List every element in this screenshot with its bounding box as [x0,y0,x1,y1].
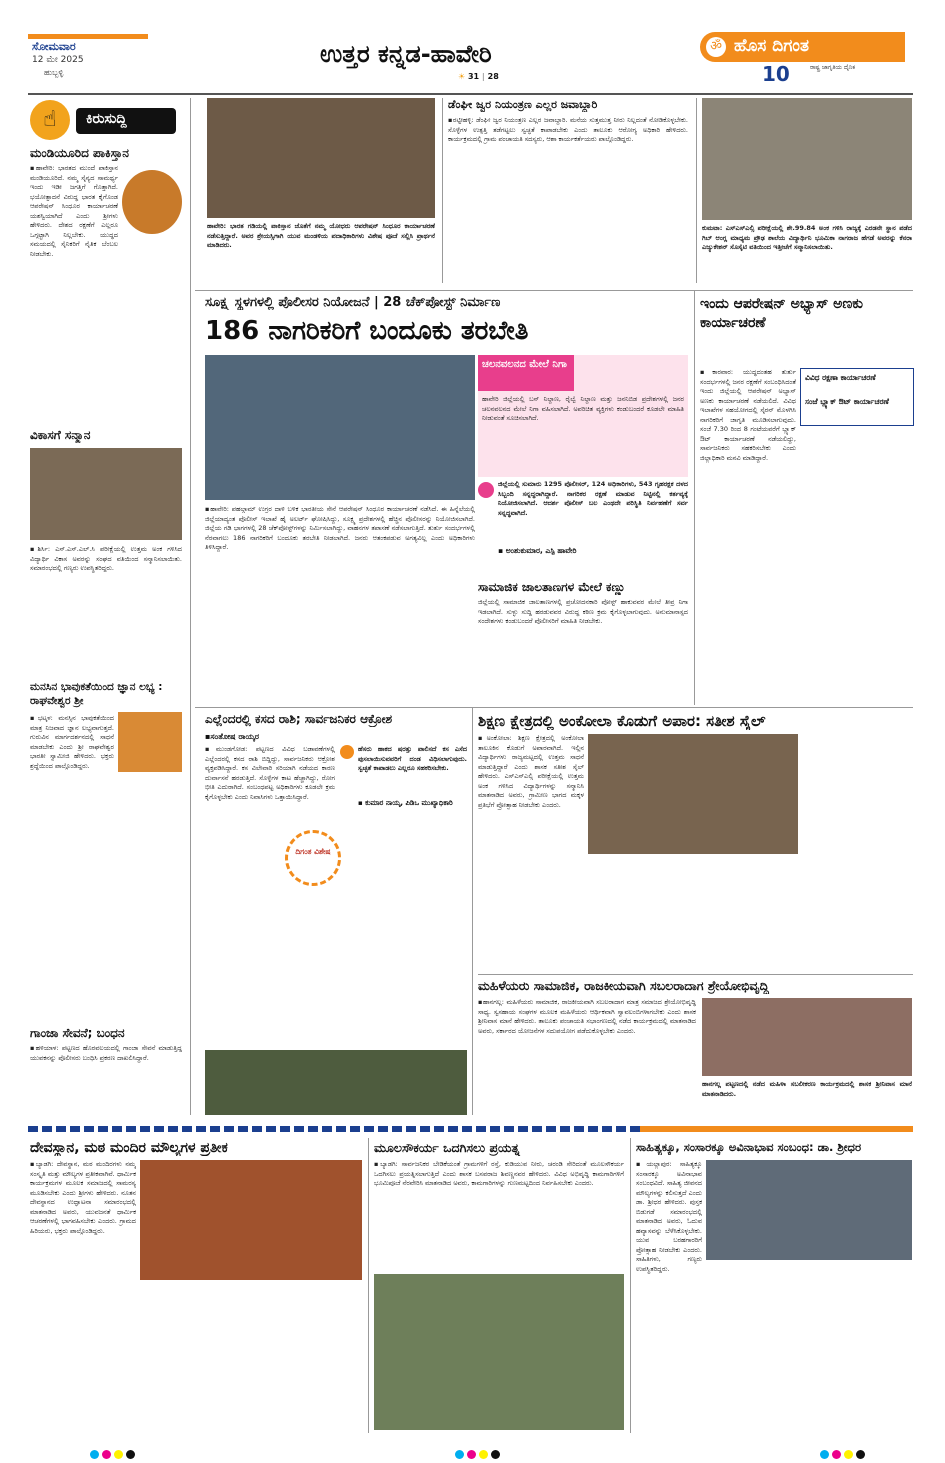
mid-row-rule [195,707,913,708]
main-headline: 186 ನಾಗರಿಕರಿಗೆ ಬಂದೂಕು ತರಬೇತಿ [205,316,529,346]
left-story1-photo [122,170,182,234]
garbage-quote-text: ಹೆಸರು ಹಾಕದ ಷರತ್ತು ಪಾಲಿಸದೆ ಕಸ ಎಸೆದ ಪುಸಲಾಯಿಸುವವರಿಗೆ ದಂಡ ವಿಧಿಸಲಾಗುವುದು. ಸ್ವಚ್ಛತೆ ಕಾಪಾಡಲು ಎಲ್ಲರೂ ಸಹಕರಿಸಬೇಕು. [358,745,467,772]
top-divider-1 [442,98,443,283]
main-story-body: ▪ಹಾವೇರಿ: ಪಹಲ್ಗಾಮ್ ಉಗ್ರರ ದಾಳಿ ಬಳಿಕ ಭಾರತೀಯ ಸೇನೆ ಆಪರೇಷನ್ ಸಿಂಧೂರ ಕಾರ್ಯಾಚರಣೆ ನಡೆಸಿದೆ. ಈ ಹಿನ್ನೆಲೆಯಲ್ಲಿ ಜಿಲ್ಲೆಯಾದ್ಯಂತ ಪೊಲೀಸ್ ಇಲಾಖೆ ಹೈ ಅಲರ್ಟ್ ಘೋಷಿಸಿದ್ದು, ಸೂಕ್ಷ್ಮ ಪ್ರದೇಶಗಳಲ್ಲಿ ಹೆಚ್ಚಿನ ಪೊಲೀಸರನ್ನು ನಿಯೋಜಿಸಲಾಗಿದೆ. ಜಿಲ್ಲೆಯ ಗಡಿ ಭಾಗಗಳಲ್ಲಿ 28 ಚೆಕ್‌ಪೋಸ್ಟ್‌ಗಳನ್ನು ನಿರ್ಮಿಸಲಾಗಿದ್ದು, ವಾಹನಗಳ ತಪಾಸಣೆ ನಡೆಸಲಾಗುತ್ತಿದೆ. ತುರ್ತು ಸಂದರ್ಭಗಳಲ್ಲಿ ನೆರವಾಗಲು 186 ನಾಗರಿಕರಿಗೆ ಬಂದೂಕು ತರಬೇತಿ ನೀಡಲಾಗಿದೆ. ಜನರು ಆತಂಕಪಡುವ ಅಗತ್ಯವಿಲ್ಲ ಎಂದು ಅಧಿಕಾರಿಗಳು ತಿಳಿಸಿದ್ದಾರೆ. [205,505,475,551]
temple-puja-photo [207,98,435,218]
police-quote-by: ▪ ಅಂಶುಕುಮಾರ, ಎಸ್ಪಿ ಹಾವೇರಿ [498,546,577,555]
temple-puja-caption: ಹಾವೇರಿ: ಭಾರತ ಗಡಿಯಲ್ಲಿ ಪಾಕಿಸ್ತಾನ ಜೊತೆಗೆ ನಮ್ಮ ಯೋಧರು ಆಪರೇಷನ್ ಸಿಂಧೂರ ಕಾರ್ಯಾಚರಣೆ ನಡೆಸುತ್ತಿದ್ದಾರೆ. ಅವರ ಶ್ರೇಯಸ್ಸಿಗಾಗಿ ಯುವ ಮಂಡಳಿಯ ಪದಾಧಿಕಾರಿಗಳು ವಿಶೇಷ ಪೂಜೆ ಸಲ್ಲಿಸಿ ಪ್ರಾರ್ಥನೆ ಮಾಡಿದರು. [207,222,435,249]
infra-title: ಮೂಲಸೌಕರ್ಯ ಒದಗಿಸಲು ಪ್ರಯತ್ನ [374,1140,520,1155]
garbage-photo [205,1050,467,1115]
badge-text: ದಿಗಂತ ವಿಶೇಷ [295,847,331,856]
police-quote-text: ಜಿಲ್ಲೆಯಲ್ಲಿ ಸುಮಾರು 1295 ಪೊಲೀಸರ್, 124 ಅಧಿಕಾರಿಗಳು, 543 ಗೃಹರಕ್ಷಕ ದಳದ ಸಿಬ್ಬಂದಿ ಸನ್ನದ್ಧರಾಗಿದ್ದಾರೆ. ನಾಗರಿಕರ ರಕ್ಷಣೆ ಮಾಡುವ ನಿಟ್ಟಿನಲ್ಲಿ ಕರ್ತವ್ಯಕ್ಕೆ ನಿಯೋಜಿಸಲಾಗಿದೆ. ಆದರ್ಶ ಪೊಲೀಸ್ ಬಲ ಎಂಥದೇ ಪರಿಸ್ಥಿತಿ ನಿರ್ವಹಣೆಗೆ ಸರ್ವ ಸನ್ನದ್ಧವಾಗಿದೆ. [498,480,688,517]
left-story4-text: ▪ಹಳಿಯಾಳ: ಪಟ್ಟಣದ ಹೊರವಲಯದಲ್ಲಿ ಗಾಂಜಾ ಸೇವನೆ ಮಾಡುತ್ತಿದ್ದ ಯುವಕನನ್ನು ಪೊಲೀಸರು ಬಂಧಿಸಿ ಪ್ರಕರಣ ದಾಖಲಿಸಿದ್ದಾರೆ. [30,1044,182,1062]
left-story3-title: ಮನಸಿನ ಭಾವುಕತೆಯಿಂದ ಜ್ಞಾನ ಲಭ್ಯ : ರಾಘವೇಶ್ವರ ಶ್ರೀ [30,681,163,707]
masthead-day: ಸೋಮವಾರ [32,40,76,53]
top-divider-2 [696,98,697,283]
left-story1-title: ಮಂಡಿಯೂರಿದ ಪಾಕಿಸ್ತಾನ [30,146,129,160]
registration-dots-right [820,1444,868,1463]
infra-photo [374,1274,624,1430]
section-title: ಉತ್ತರ ಕನ್ನಡ-ಹಾವೇರಿ [320,40,492,68]
women-body: ▪ಹಾನಗಲ್ಲ: ಮಹಿಳೆಯರು ಸಾಮಾಜಿಕ, ರಾಜಕೀಯವಾಗಿ ಸಬಲರಾದಾಗ ಮಾತ್ರ ಸಮಾಜದ ಶ್ರೇಯೋಭಿವೃದ್ಧಿ ಸಾಧ್ಯ. ಸ್ವಸಹಾಯ ಸಂಘಗಳ ಮೂಲಕ ಮಹಿಳೆಯರು ಆರ್ಥಿಕವಾಗಿ ಸ್ವಾವಲಂಬಿಗಳಾಗಬೇಕು ಎಂದು ಶಾಸಕ ಶ್ರೀನಿವಾಸ ಮಾನೆ ಹೇಳಿದರು. ತಾಲೂಕು ಪಂಚಾಯತಿ ಸಭಾಂಗಣದಲ್ಲಿ ನಡೆದ ಕಾರ್ಯಕ್ರಮದಲ್ಲಿ ಮಾತನಾಡಿದ ಅವರು, ಸರ್ಕಾರದ ಯೋಜನೆಗಳ ಸದುಪಯೋಗ ಪಡೆದುಕೊಳ್ಳಬೇಕು ಎಂದರು. [478,998,696,1035]
left-col-divider [190,98,191,1115]
left-story2-photo [30,448,182,540]
lit-text: ▪ಯಲ್ಲಾಪುರ: ಸಾಹಿತ್ಯಕ್ಕೂ ಸಂಸಾರಕ್ಕೂ ಅವಿನಾಭಾವ ಸಂಬಂಧವಿದೆ. ಸಾಹಿತ್ಯ ಜೀವನದ ಮೌಲ್ಯಗಳನ್ನು ಕಲಿಸುತ್ತದೆ ಎಂದು ಡಾ. ಶ್ರೀಧರ ಹೇಳಿದರು. ಪುಸ್ತಕ ಬಿಡುಗಡೆ ಸಮಾರಂಭದಲ್ಲಿ ಮಾತನಾಡಿದ ಅವರು, ಓದುವ ಹವ್ಯಾಸವನ್ನು ಬೆಳೆಸಿಕೊಳ್ಳಬೇಕು. ಯುವ ಬರಹಗಾರರಿಗೆ ಪ್ರೋತ್ಸಾಹ ನೀಡಬೇಕು ಎಂದರು. ಸಾಹಿತಿಗಳು, ಗಣ್ಯರು ಉಪಸ್ಥಿತರಿದ್ದರು. [636,1160,702,1273]
temple-text: ▪ಬ್ಯಾಡಗಿ: ದೇವಸ್ಥಾನ, ಮಠ ಮಂದಿರಗಳು ನಮ್ಮ ಸಂಸ್ಕೃತಿ ಮತ್ತು ಮೌಲ್ಯಗಳ ಪ್ರತೀಕವಾಗಿವೆ. ಧಾರ್ಮಿಕ ಕಾರ್ಯಕ್ರಮಗಳ ಮೂಲಕ ಸಮಾಜದಲ್ಲಿ ಸಾಮರಸ್ಯ ಮೂಡಿಸಬೇಕು ಎಂದು ಶ್ರೀಗಳು ಹೇಳಿದರು. ನೂತನ ದೇವಸ್ಥಾನದ ಉದ್ಘಾಟನಾ ಸಮಾರಂಭದಲ್ಲಿ ಮಾತನಾಡಿದ ಅವರು, ಯುವಜನತೆ ಧಾರ್ಮಿಕ ಆಚರಣೆಗಳಲ್ಲಿ ಭಾಗವಹಿಸಬೇಕು ಎಂದರು. ಗ್ರಾಮದ ಹಿರಿಯರು, ಭಕ್ತರು ಪಾಲ್ಗೊಂಡಿದ್ದರು. [30,1160,136,1235]
movement-box-title: ಚಲನವಲನದ ಮೇಲೆ ನಿಗಾ [482,359,567,370]
kumta-award-photo [702,98,912,220]
sun-icon: ☀ [458,72,466,81]
women-headline: ಮಹಿಳೆಯರು ಸಾಮಾಜಿಕ, ರಾಜಕೀಯವಾಗಿ ಸಬಲರಾದಾಗ ಶ್ರೇಯೋಭಿವೃದ್ಧಿ [478,978,769,993]
garbage-headline: ಎಲ್ಲೆಂದರಲ್ಲಿ ಕಸದ ರಾಶಿ; ಸಾರ್ವಜನಿಕರ ಆಕ್ರೋಶ [205,712,393,726]
hand-icon: ☝ [30,100,70,140]
garbage-quote-by: ▪ ಕುಮಾರ ನಾಯ್ಕ, ಪಿಡಿಒ ಮುಖ್ಯಾಧಿಕಾರಿ [358,799,453,807]
operation-body: ▪ಕಾರವಾರ: ಯುದ್ಧದಂತಹ ತುರ್ತು ಸಂದರ್ಭಗಳಲ್ಲಿ ಜನರ ರಕ್ಷಣೆಗೆ ಸಂಬಂಧಿಸಿದಂತೆ ಇಂದು ಜಿಲ್ಲೆಯಲ್ಲಿ ಆಪರೇಷನ್ ಅಭ್ಯಾಸ್ ಅಣಕು ಕಾರ್ಯಾಚರಣೆ ನಡೆಯಲಿದೆ. ವಿವಿಧ ಇಲಾಖೆಗಳ ಸಹಯೋಗದಲ್ಲಿ ಸೈರನ್ ಮೊಳಗಿಸಿ ನಾಗರಿಕರಿಗೆ ಜಾಗೃತಿ ಮೂಡಿಸಲಾಗುವುದು. ಸಂಜೆ 7.30 ರಿಂದ 8 ಗಂಟೆಯವರೆಗೆ ಬ್ಲ್ಯಾಕ್ ಔಟ್ ಕಾರ್ಯಾಚರಣೆ ನಡೆಯಲಿದ್ದು, ಸಾರ್ವಜನಿಕರು ಸಹಕರಿಸಬೇಕು ಎಂದು ಜಿಲ್ಲಾಧಿಕಾರಿ ಮನವಿ ಮಾಡಿದ್ದಾರೆ. [700,368,796,462]
garbage-byline: ▪ಸಂತೋಷ ರಾಯ್ಕರ [205,732,260,741]
main-kicker: ಸೂಕ್ಷ್ಮ ಸ್ಥಳಗಳಲ್ಲಿ ಪೊಲೀಸರ ನಿಯೋಜನೆ | 28 ಚೆಕ್‌ಪೋಸ್ಟ್ ನಿರ್ಮಾಣ [205,295,501,310]
lit-photo [706,1160,912,1260]
masthead-rule [28,93,913,95]
weather-widget: ☀ 31 | 28 [458,72,499,81]
operation-box [800,368,914,426]
page-number: 10 [762,62,790,86]
bottom-divider-2 [630,1138,631,1433]
garbage-body: ▪ಮುಂಡಗೋಡ: ಪಟ್ಟಣದ ವಿವಿಧ ಬಡಾವಣೆಗಳಲ್ಲಿ ಎಲ್ಲೆಂದರಲ್ಲಿ ಕಸದ ರಾಶಿ ಬಿದ್ದಿದ್ದು, ಸಾರ್ವಜನಿಕರು ಆಕ್ರೋಶ ವ್ಯಕ್ತಪಡಿಸಿದ್ದಾರೆ. ಕಸ ವಿಲೇವಾರಿ ಸರಿಯಾಗಿ ನಡೆಯದ ಕಾರಣ ದುರ್ವಾಸನೆ ಹರಡುತ್ತಿದೆ. ಸೊಳ್ಳೆಗಳ ಕಾಟ ಹೆಚ್ಚಾಗಿದ್ದು, ರೋಗ ಭೀತಿ ಎದುರಾಗಿದೆ. ಸಂಬಂಧಪಟ್ಟ ಅಧಿಕಾರಿಗಳು ಕೂಡಲೇ ಕ್ರಮ ಕೈಗೊಳ್ಳಬೇಕು ಎಂದು ನಿವಾಸಿಗಳು ಒತ್ತಾಯಿಸಿದ್ದಾರೆ. [205,745,335,801]
garbage-divider [472,707,473,1115]
dengue-title: ಡೆಂಘೀ ಜ್ವರ ನಿಯಂತ್ರಣ ಎಲ್ಲರ ಜವಾಬ್ದಾರಿ [448,98,598,111]
paper-logo [700,32,905,62]
education-body: ▪ಅಂಕೋಲಾ: ಶಿಕ್ಷಣ ಕ್ಷೇತ್ರದಲ್ಲಿ ಅಂಕೋಲಾ ತಾಲೂಕಿನ ಕೊಡುಗೆ ಅಪಾರವಾಗಿದೆ. ಇಲ್ಲಿನ ವಿದ್ಯಾರ್ಥಿಗಳು ರಾಜ್ಯಮಟ್ಟದಲ್ಲಿ ಉತ್ತಮ ಸಾಧನೆ ಮಾಡುತ್ತಿದ್ದಾರೆ ಎಂದು ಶಾಸಕ ಸತೀಶ ಸೈಲ್ ಹೇಳಿದರು. ಎಸ್ಎಸ್ಎಲ್ಸಿ ಪರೀಕ್ಷೆಯಲ್ಲಿ ಉತ್ತಮ ಅಂಕ ಗಳಿಸಿದ ವಿದ್ಯಾರ್ಥಿಗಳನ್ನು ಸನ್ಮಾನಿಸಿ ಮಾತನಾಡಿದ ಅವರು, ಗ್ರಾಮೀಣ ಭಾಗದ ಮಕ್ಕಳ ಪ್ರತಿಭೆಗೆ ಪ್ರೋತ್ಸಾಹ ನೀಡಬೇಕು ಎಂದರು. [478,734,584,809]
operation-box-item1: ವಿವಿಧ ರಕ್ಷಣಾ ಕಾರ್ಯಾಚರಣೆ [805,373,876,382]
operation-box-item2: ಸಂಜೆ ಬ್ಲ್ಯಾಕ್ ಔಟ್ ಕಾರ್ಯಾಚರಣೆ [805,397,889,406]
bottom-section-stripe-accent [640,1126,913,1132]
women-rule [478,974,913,975]
weather-max: 31 [467,72,480,81]
paper-name: ಹೊಸ ದಿಗಂತ [734,36,809,56]
left-story3-photo [118,712,182,772]
paper-tagline: ರಾಷ್ಟ್ರ ಜಾಗೃತಿಯ ದೈನಿಕ [810,64,856,71]
temple-text-cont [140,1284,362,1432]
women-photo [702,998,912,1076]
quote-icon [478,482,494,498]
lit-title: ಸಾಹಿತ್ಯಕ್ಕೂ, ಸಂಸಾರಕ್ಕೂ ಅವಿನಾಭಾವ ಸಂಬಂಧ: ಡಾ. ಶ್ರೀಧರ [636,1140,862,1154]
quote-icon [340,745,354,759]
masthead [0,0,945,96]
top-row-rule [195,290,913,291]
temple-photo [140,1160,362,1280]
left-story2-title: ವಿಕಾಸಗೆ ಸನ್ಮಾನ [30,428,91,442]
operation-headline: ಇಂದು ಆಪರೇಷನ್ ಅಭ್ಯಾಸ್ ಅಣಕು ಕಾರ್ಯಾಚರಣೆ [700,296,864,331]
left-story3-text: ▪ಭಟ್ಕಳ: ಮನಸ್ಸಿನ ಭಾವುಕತೆಯಿಂದ ಮಾತ್ರ ನಿಜವಾದ ಜ್ಞಾನ ಲಭ್ಯವಾಗುತ್ತದೆ. ಗುರುವಿನ ಮಾರ್ಗದರ್ಶನದಲ್ಲಿ ಸಾಧನೆ ಮಾಡಬೇಕು ಎಂದು ಶ್ರೀ ರಾಘವೇಶ್ವರ ಭಾರತೀ ಸ್ವಾಮೀಜಿ ಹೇಳಿದರು. ಭಕ್ತರು ಶ್ರದ್ಧೆಯಿಂದ ಪಾಲ್ಗೊಂಡಿದ್ದರು. [30,714,114,770]
temple-title: ದೇವಸ್ಥಾನ, ಮಠ ಮಂದಿರ ಮೌಲ್ಯಗಳ ಪ್ರತೀಕ [30,1140,228,1156]
education-body-cont [588,858,798,970]
left-story1-text: ▪ಹಾವೇರಿ: ಭಾರತದ ಮುಂದೆ ಪಾಕಿಸ್ತಾನ ಮಂಡಿಯೂರಿದೆ. ನಮ್ಮ ಸೈನ್ಯದ ಸಾಮರ್ಥ್ಯ ಇಂದು ಇಡೀ ಜಗತ್ತಿಗೆ ಗೊತ್ತಾಗಿದೆ. ಭಯೋತ್ಪಾದನೆ ವಿರುದ್ಧ ಭಾರತ ಕೈಗೊಂಡ ಆಪರೇಷನ್ ಸಿಂಧೂರ ಕಾರ್ಯಾಚರಣೆ ಯಶಸ್ವಿಯಾಗಿದೆ ಎಂದು ಶ್ರೀಗಳು ಹೇಳಿದರು. ದೇಶದ ರಕ್ಷಣೆಗೆ ಎಲ್ಲರೂ ಒಗ್ಗಟ್ಟಾಗಿ ನಿಲ್ಲಬೇಕು. ಯುದ್ಧದ ಸಮಯದಲ್ಲಿ ಸೈನಿಕರಿಗೆ ನೈತಿಕ ಬೆಂಬಲ ನೀಡಬೇಕು. [30,164,118,258]
registration-dots-left [90,1444,138,1463]
gun-training-photo [205,355,475,500]
left-story4-title: ಗಾಂಜಾ ಸೇವನೆ; ಬಂಧನ [30,1026,125,1040]
masthead-place: ಹುಬ್ಬಳ್ಳಿ [44,68,64,77]
operation-body-cont [800,430,912,704]
police-quote [478,480,688,558]
women-photo-caption: ಹಾನಗಲ್ಲ ಪಟ್ಟಣದಲ್ಲಿ ನಡೆದ ಮಹಿಳಾ ಸಬಲೀಕರಣ ಕಾರ್ಯಕ್ರಮದಲ್ಲಿ ಶಾಸಕ ಶ್ರೀನಿವಾಸ ಮಾನೆ ಮಾತನಾಡಿದರು. [702,1080,912,1098]
education-photo [588,734,798,854]
infra-text: ▪ಬ್ಯಾಡಗಿ: ಸಾರ್ವಜನಿಕರ ಬೇಡಿಕೆಯಂತೆ ಗ್ರಾಮಗಳಿಗೆ ರಸ್ತೆ, ಕುಡಿಯುವ ನೀರು, ಚರಂಡಿ ಸೇರಿದಂತೆ ಮೂಲಸೌಕರ್ಯ ಒದಗಿಸಲು ಪ್ರಯತ್ನಿಸಲಾಗುತ್ತಿದೆ ಎಂದು ಶಾಸಕ ಬಸವರಾಜ ಶಿವಣ್ಣನವರ ಹೇಳಿದರು. ವಿವಿಧ ಅಭಿವೃದ್ಧಿ ಕಾಮಗಾರಿಗಳಿಗೆ ಭೂಮಿಪೂಜೆ ನೆರವೇರಿಸಿ ಮಾತನಾಡಿದ ಅವರು, ಕಾಮಗಾರಿಗಳನ್ನು ಗುಣಮಟ್ಟದಿಂದ ನಿರ್ವಹಿಸಬೇಕು ಎಂದರು. [374,1160,624,1187]
bottom-divider-1 [368,1138,369,1433]
om-icon: ॐ [706,37,726,57]
social-title: ಸಾಮಾಜಿಕ ಜಾಲತಾಣಗಳ ಮೇಲೆ ಕಣ್ಣು [478,580,626,594]
kirusuddi-label: ಕಿರುಸುದ್ದಿ [86,111,127,127]
left-story2-text: ▪ಶಿರ್ಸಿ: ಎಸ್.ಎಸ್.ಎಲ್.ಸಿ ಪರೀಕ್ಷೆಯಲ್ಲಿ ಉತ್ತಮ ಅಂಕ ಗಳಿಸಿದ ವಿದ್ಯಾರ್ಥಿ ವಿಕಾಸ ಅವರನ್ನು ಸಂಘದ ವತಿಯಿಂದ ಸನ್ಮಾನಿಸಲಾಯಿತು. ಸಮಾರಂಭದಲ್ಲಿ ಗಣ್ಯರು ಉಪಸ್ಥಿತರಿದ್ದರು. [30,545,182,572]
digantha-special-badge [285,830,341,886]
garbage-quote [340,745,467,825]
masthead-date: 12 ಮೇ 2025 [32,55,84,65]
weather-min: 28 [487,72,499,81]
main-divider [694,290,695,705]
lit-text-cont [706,1264,912,1432]
movement-box [478,355,688,477]
kirusuddi-banner [30,100,180,142]
education-body-right [802,734,912,970]
kumta-caption: ಕುಮಟಾ: ಎಸ್ಎಸ್ಎಲ್ಸಿ ಪರೀಕ್ಷೆಯಲ್ಲಿ ಶೇ.99.84 ಅಂಕ ಗಳಿಸಿ ರಾಜ್ಯಕ್ಕೆ ಎರಡನೇ ಸ್ಥಾನ ಪಡೆದ ಗಿಬ್ ಆಂಗ್ಲ ಮಾಧ್ಯಮ ಪ್ರೌಢ ಶಾಲೆಯ ವಿದ್ಯಾರ್ಥಿನಿ ಭೂಮಿಕಾ ನಾಗರಾಜ ಹೆಗಡೆ ಅವರನ್ನು ಕೆನರಾ ಎಜ್ಯುಕೇಶನ್ ಸೊಸೈಟಿ ವತಿಯಿಂದ ಇತ್ತೀಚೆಗೆ ಸನ್ಮಾನಿಸಲಾಯಿತು. [702,224,912,251]
education-headline: ಶಿಕ್ಷಣ ಕ್ಷೇತ್ರದಲ್ಲಿ ಅಂಕೋಲಾ ಕೊಡುಗೆ ಅಪಾರ: ಸತೀಶ ಸೈಲ್ [478,712,766,730]
registration-dots-center [455,1444,503,1463]
masthead-accent-stripe [28,34,148,39]
dengue-text: ▪ರಟ್ಟೀಹಳ್ಳಿ: ಡೆಂಘೀ ಜ್ವರ ನಿಯಂತ್ರಣ ಎಲ್ಲರ ಜವಾಬ್ದಾರಿ. ಮನೆಯ ಸುತ್ತಮುತ್ತ ನೀರು ನಿಲ್ಲದಂತೆ ನೋಡಿಕೊಳ್ಳಬೇಕು. ಸೊಳ್ಳೆಗಳ ಉತ್ಪತ್ತಿ ತಡೆಗಟ್ಟಲು ಸ್ವಚ್ಛತೆ ಕಾಪಾಡಬೇಕು ಎಂದು ತಾಲೂಕು ಆರೋಗ್ಯ ಅಧಿಕಾರಿ ಹೇಳಿದರು. ಕಾರ್ಯಕ್ರಮದಲ್ಲಿ ಗ್ರಾಮ ಪಂಚಾಯತಿ ಸದಸ್ಯರು, ಆಶಾ ಕಾರ್ಯಕರ್ತೆಯರು ಪಾಲ್ಗೊಂಡಿದ್ದರು. [448,116,688,143]
social-text: ಜಿಲ್ಲೆಯಲ್ಲಿ ಸಾಮಾಜಿಕ ಜಾಲತಾಣಗಳಲ್ಲಿ ಪ್ರಚೋದನಕಾರಿ ಪೋಸ್ಟ್ ಹಾಕುವವರ ಮೇಲೆ ತೀವ್ರ ನಿಗಾ ಇಡಲಾಗಿದೆ. ಸುಳ್ಳು ಸುದ್ದಿ ಹರಡುವವರ ವಿರುದ್ಧ ಕಠಿಣ ಕ್ರಮ ಕೈಗೊಳ್ಳಲಾಗುವುದು. ಅನುಮಾನಾಸ್ಪದ ಸಂದೇಶಗಳು ಕಂಡುಬಂದರೆ ಪೊಲೀಸರಿಗೆ ಮಾಹಿತಿ ನೀಡಬೇಕು. [478,598,688,625]
movement-box-text: ಹಾವೇರಿ ಜಿಲ್ಲೆಯಲ್ಲಿ ಬಸ್ ನಿಲ್ದಾಣ, ರೈಲ್ವೆ ನಿಲ್ದಾಣ ಮತ್ತು ಜನನಿಬಿಡ ಪ್ರದೇಶಗಳಲ್ಲಿ ಜನರ ಚಲನವಲನದ ಮೇಲೆ ನಿಗಾ ವಹಿಸಲಾಗಿದೆ. ಅಪರಿಚಿತ ವ್ಯಕ್ತಿಗಳು ಕಂಡುಬಂದರೆ ಕೂಡಲೇ ಮಾಹಿತಿ ನೀಡುವಂತೆ ಸೂಚಿಸಲಾಗಿದೆ. [482,395,684,422]
